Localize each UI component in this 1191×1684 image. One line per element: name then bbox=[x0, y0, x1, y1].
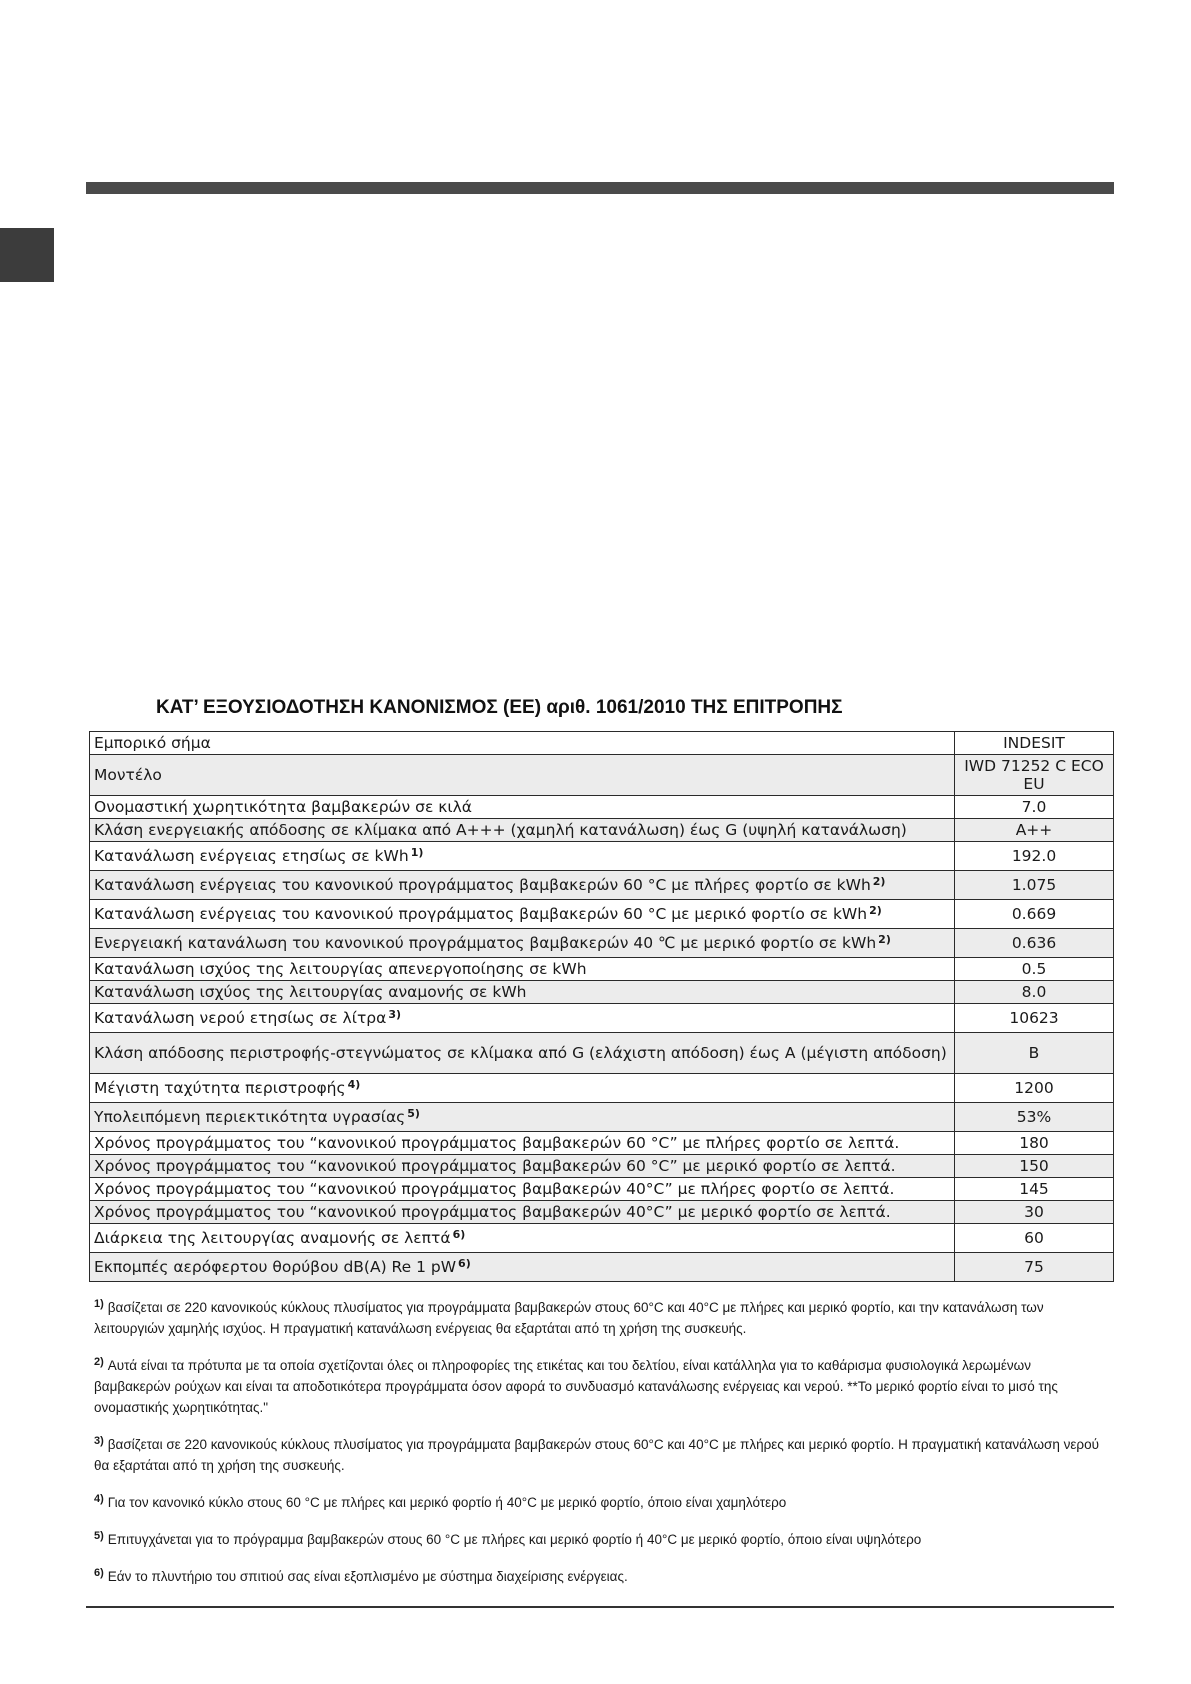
table-row bbox=[90, 1074, 1114, 1103]
table-row bbox=[90, 1155, 1114, 1178]
row-value: IWD 71252 C ECO EU bbox=[955, 755, 1114, 796]
row-value: 0.669 bbox=[955, 900, 1114, 929]
row-value: 7.0 bbox=[955, 796, 1114, 819]
row-label: Κατανάλωση ισχύος της λειτουργίας απενεργοποίησης σε kWh bbox=[90, 958, 955, 981]
row-value: 150 bbox=[955, 1155, 1114, 1178]
row-label: Εμπορικό σήμα bbox=[90, 732, 955, 755]
table-row bbox=[90, 1103, 1114, 1132]
row-label: Χρόνος προγράμματος του “κανονικού προγράμματος βαμβακερών 60 °C” με μερικό φορτίο σε λεπτά. bbox=[90, 1155, 955, 1178]
footnote-3: $^{3)}$ βασίζεται σε 220 κανονικούς κύκλους πλυσίματος για προγράμματα βαμβακερών στους 60°C και 40°C με πλήρες και μερικό φορτίο. Η πραγματική κατανάλωση νερού θα εξαρτάται από τη χρήση της συσκευής. bbox=[94, 1435, 1099, 1473]
row-label: Κατανάλωση ισχύος της λειτουργίας αναμονής σε kWh bbox=[90, 981, 955, 1004]
table-row bbox=[90, 929, 1114, 958]
row-value: INDESIT bbox=[955, 732, 1114, 755]
table-row bbox=[90, 796, 1114, 819]
header-rule bbox=[86, 182, 1114, 194]
row-value: 53% bbox=[955, 1103, 1114, 1132]
footnote-5: $^{5)}$ Επιτυγχάνεται για το πρόγραμμα βαμβακερών στους 60 °C με πλήρες και μερικό φορτίο ή 40°C με μερικό φορτίο, όποιο είναι υψηλότερο bbox=[94, 1530, 922, 1547]
row-label: Ενεργειακή κατανάλωση του κανονικού προγράμματος βαμβακερών 40 ℃ με μερικό φορτίο σε kWh $^{2)}$ bbox=[90, 929, 955, 958]
row-value: 30 bbox=[955, 1201, 1114, 1224]
row-value: 180 bbox=[955, 1132, 1114, 1155]
table-row bbox=[90, 1253, 1114, 1282]
row-value: 8.0 bbox=[955, 981, 1114, 1004]
table-row bbox=[90, 1033, 1114, 1074]
row-label: Υπολειπόμενη περιεκτικότητα υγρασίας $^{5)}$ bbox=[90, 1103, 955, 1132]
footnotes bbox=[94, 1297, 1104, 1603]
row-value: 1.075 bbox=[955, 871, 1114, 900]
table-row bbox=[90, 1224, 1114, 1253]
row-value: 0.5 bbox=[955, 958, 1114, 981]
row-value: 60 bbox=[955, 1224, 1114, 1253]
table-row bbox=[90, 732, 1114, 755]
table-row bbox=[90, 958, 1114, 981]
regulation-title: ΚΑΤ’ ΕΞΟΥΣΙΟΔΟΤΗΣΗ ΚΑΝΟΝΙΣΜΟΣ (ΕΕ) αριθ. 1061/2010 ΤΗΣ ΕΠΙΤΡΟΠΗΣ bbox=[156, 697, 843, 718]
row-value: 1200 bbox=[955, 1074, 1114, 1103]
row-value: 145 bbox=[955, 1178, 1114, 1201]
row-label: Κατανάλωση ενέργειας του κανονικού προγράμματος βαμβακερών 60 °C με πλήρες φορτίο σε kWh $^{2)}$ bbox=[90, 871, 955, 900]
footnote-2: $^{2)}$ Αυτά είναι τα πρότυπα με τα οποία σχετίζονται όλες οι πληροφορίες της ετικέτας και του δελτίου, είναι κατάλληλα για το καθάρισμα φυσιολογικά λερωμένων βαμβακερών ρούχων και είναι τα αποδοτικότερα προγράμματα όσον αφορά το συνδυασμό κατανάλωσης ενέργειας και νερού. **Το μερικό φορτίο είναι το μισό της ονομαστικής χωρητικότητας." bbox=[94, 1356, 1058, 1415]
table-row bbox=[90, 871, 1114, 900]
product-fiche-table bbox=[89, 731, 1114, 1282]
table-row bbox=[90, 842, 1114, 871]
row-value: B bbox=[955, 1033, 1114, 1074]
footer-rule bbox=[86, 1606, 1114, 1608]
row-value: 0.636 bbox=[955, 929, 1114, 958]
row-label: Εκπομπές αερόφερτου θορύβου dB(A) Re 1 pW $^{6)}$ bbox=[90, 1253, 955, 1282]
row-value: 75 bbox=[955, 1253, 1114, 1282]
row-label: Χρόνος προγράμματος του “κανονικού προγράμματος βαμβακερών 60 °C” με πλήρες φορτίο σε λεπτά. bbox=[90, 1132, 955, 1155]
row-value: A++ bbox=[955, 819, 1114, 842]
row-label: Μοντέλο bbox=[90, 755, 955, 796]
footnote-4: $^{4)}$ Για τον κανονικό κύκλο στους 60 °C με πλήρες και μερικό φορτίο ή 40°C με μερικό φορτίο, όποιο είναι χαμηλότερο bbox=[94, 1493, 787, 1510]
table-row bbox=[90, 819, 1114, 842]
row-label: Κατανάλωση νερού ετησίως σε λίτρα $^{3)}$ bbox=[90, 1004, 955, 1033]
row-label: Χρόνος προγράμματος του “κανονικού προγράμματος βαμβακερών 40°C” με πλήρες φορτίο σε λεπτά. bbox=[90, 1178, 955, 1201]
row-label: Διάρκεια της λειτουργίας αναμονής σε λεπτά $^{6)}$ bbox=[90, 1224, 955, 1253]
table-row bbox=[90, 755, 1114, 796]
table-row bbox=[90, 1178, 1114, 1201]
row-label: Ονομαστική χωρητικότητα βαμβακερών σε κιλά bbox=[90, 796, 955, 819]
row-label: Κλάση απόδοσης περιστροφής-στεγνώματος σε κλίμακα από G (ελάχιστη απόδοση) έως Α (μέγιστη απόδοση) bbox=[90, 1033, 955, 1074]
table-row bbox=[90, 900, 1114, 929]
row-label: Μέγιστη ταχύτητα περιστροφής $^{4)}$ bbox=[90, 1074, 955, 1103]
table-row bbox=[90, 1201, 1114, 1224]
row-label: Χρόνος προγράμματος του “κανονικού προγράμματος βαμβακερών 40°C” με μερικό φορτίο σε λεπτά. bbox=[90, 1201, 955, 1224]
footnote-6: $^{6)}$ Εάν το πλυντήριο του σπιτιού σας είναι εξοπλισμένο με σύστημα διαχείρισης ενέργειας. bbox=[94, 1567, 628, 1584]
language-tab-marker bbox=[0, 228, 54, 282]
row-value: 192.0 bbox=[955, 842, 1114, 871]
table-row bbox=[90, 1132, 1114, 1155]
footnote-1: $^{1)}$ βασίζεται σε 220 κανονικούς κύκλους πλυσίματος για προγράμματα βαμβακερών στους 60°C και 40°C με πλήρες και μερικό φορτίο, και την κατανάλωση των λειτουργιών χαμηλής ισχύος. Η πραγματική κατανάλωση ενέργειας θα εξαρτάται από τη χρήση της συσκευής. bbox=[94, 1298, 1044, 1336]
row-label: Κατανάλωση ενέργειας ετησίως σε kWh $^{1)}$ bbox=[90, 842, 955, 871]
row-label: Κλάση ενεργειακής απόδοσης σε κλίμακα από Α+++ (χαμηλή κατανάλωση) έως G (υψηλή κατανάλωση) bbox=[90, 819, 955, 842]
row-value: 10623 bbox=[955, 1004, 1114, 1033]
table-row bbox=[90, 981, 1114, 1004]
table-row bbox=[90, 1004, 1114, 1033]
row-label: Κατανάλωση ενέργειας του κανονικού προγράμματος βαμβακερών 60 °C με μερικό φορτίο σε kWh $^{2)}$ bbox=[90, 900, 955, 929]
